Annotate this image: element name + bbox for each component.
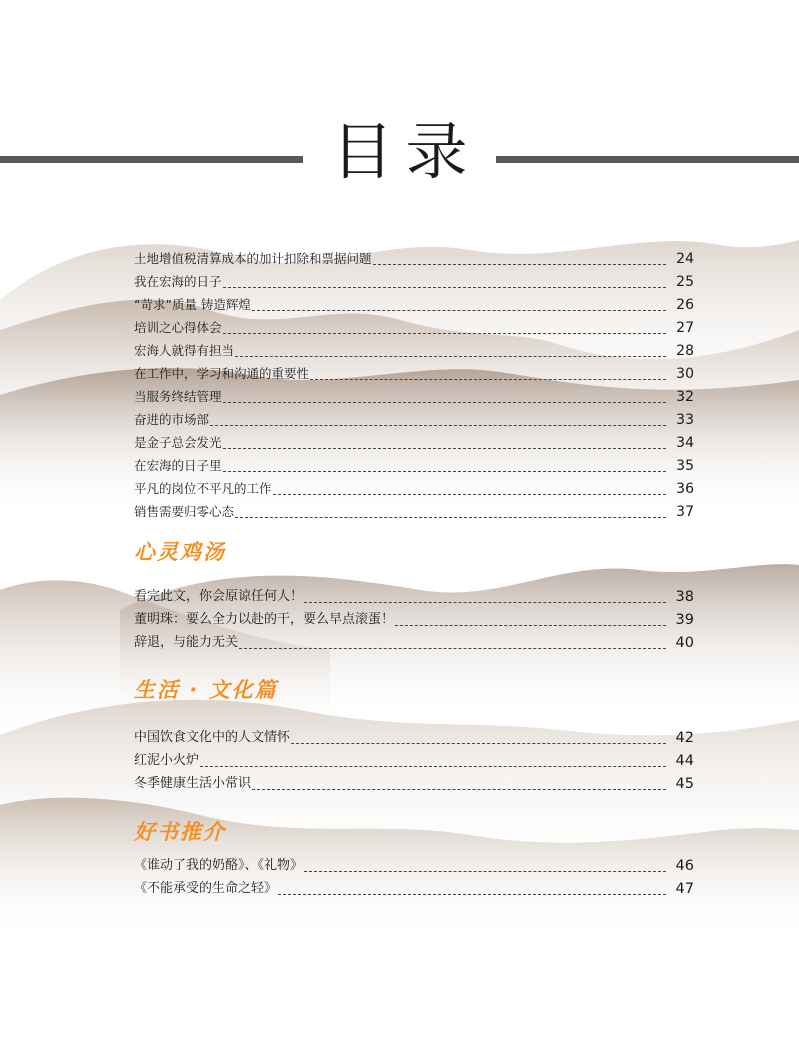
toc-entry-title: 《谁动了我的奶酪》、《礼物》 [134, 858, 304, 873]
toc-entry-title: 冬季健康生活小常识 [134, 776, 252, 791]
toc-entry-page: 32 [676, 389, 694, 405]
toc-entry-title: 宏海人就得有担当 [134, 343, 235, 358]
toc-entry[interactable] [134, 384, 694, 407]
toc-entry-title: 奋进的市场部 [134, 412, 210, 427]
toc-entry[interactable] [134, 246, 694, 269]
toc-leader [239, 648, 666, 649]
toc-entry-page: 33 [676, 412, 694, 428]
toc-leader [304, 871, 666, 872]
toc-entry-title: 在宏海的日子里 [134, 458, 222, 473]
toc-leader [273, 494, 666, 495]
toc-leader [223, 287, 666, 288]
toc-entry-page: 37 [676, 504, 694, 520]
toc-entry[interactable] [134, 630, 694, 653]
toc-entry-page: 30 [676, 366, 694, 382]
toc-entry[interactable] [134, 584, 694, 607]
toc-entry-page: 27 [676, 320, 694, 336]
toc-entry[interactable] [134, 407, 694, 430]
toc-entry-title: 是金子总会发光 [134, 435, 222, 450]
title-rule-left [0, 156, 303, 163]
toc-entry-page: 46 [675, 858, 694, 874]
section-heading-life: 生活 · 文化篇 [134, 678, 278, 702]
title-rule-right [496, 156, 799, 163]
toc-leader [210, 425, 666, 426]
toc-entry[interactable] [134, 607, 694, 630]
toc-entry-title: “苛求”质量 铸造辉煌 [134, 297, 251, 312]
toc-entry[interactable] [134, 725, 694, 748]
toc-section-life [134, 725, 694, 794]
toc-entry-page: 26 [676, 297, 694, 313]
toc-entry[interactable] [134, 853, 694, 876]
toc-entry[interactable] [134, 361, 694, 384]
toc-entry-page: 39 [675, 612, 694, 628]
toc-entry-title: 《不能承受的生命之轻》 [134, 881, 278, 896]
toc-entry-title: 培训之心得体会 [134, 320, 222, 335]
toc-leader [223, 448, 666, 449]
toc-entry-page: 34 [676, 435, 694, 451]
toc-leader [223, 402, 666, 403]
toc-entry[interactable] [134, 476, 694, 499]
toc-leader [310, 379, 666, 380]
toc-entry-page: 38 [675, 589, 694, 605]
toc-entry-page: 42 [675, 730, 694, 746]
toc-entry-title: 辞退，与能力无关 [134, 635, 239, 650]
toc-entry-page: 40 [675, 635, 694, 651]
page-title: 目录 [331, 115, 480, 188]
toc-section-main [134, 246, 694, 522]
toc-leader [235, 356, 666, 357]
toc-leader [235, 517, 666, 518]
toc-entry-page: 24 [676, 251, 694, 267]
toc-leader [395, 625, 666, 626]
toc-entry-page: 44 [675, 753, 694, 769]
toc-leader [252, 789, 666, 790]
section-heading-books: 好书推介 [134, 820, 226, 844]
toc-section-books [134, 853, 694, 899]
toc-section-soul [134, 584, 694, 653]
toc-entry-title: 土地增值税清算成本的加计扣除和票据问题 [134, 251, 372, 266]
toc-entry[interactable] [134, 269, 694, 292]
toc-leader [223, 471, 666, 472]
toc-entry[interactable] [134, 876, 694, 899]
toc-entry[interactable] [134, 499, 694, 522]
toc-entry[interactable] [134, 453, 694, 476]
toc-entry-title: 红泥小火炉 [134, 753, 200, 768]
toc-leader [278, 894, 666, 895]
toc-entry-title: 平凡的岗位不平凡的工作 [134, 481, 272, 496]
toc-entry[interactable] [134, 771, 694, 794]
section-heading-soul: 心灵鸡汤 [134, 540, 226, 564]
toc-entry-page: 28 [676, 343, 694, 359]
toc-entry-page: 35 [676, 458, 694, 474]
toc-entry-page: 47 [675, 881, 694, 897]
toc-leader [223, 333, 666, 334]
toc-entry-title: 看完此文，你会原谅任何人！ [134, 589, 304, 604]
toc-entry-page: 25 [676, 274, 694, 290]
toc-entry[interactable] [134, 315, 694, 338]
toc-entry-page: 45 [675, 776, 694, 792]
toc-entry[interactable] [134, 430, 694, 453]
toc-entry[interactable] [134, 292, 694, 315]
toc-entry-page: 36 [676, 481, 694, 497]
toc-entry-title: 中国饮食文化中的人文情怀 [134, 730, 291, 745]
toc-leader [291, 743, 666, 744]
toc-leader [200, 766, 666, 767]
toc-leader [304, 602, 666, 603]
toc-leader [252, 310, 666, 311]
toc-entry[interactable] [134, 338, 694, 361]
toc-entry-title: 董明珠：要么全力以赴的干，要么早点滚蛋！ [134, 612, 395, 627]
toc-entry[interactable] [134, 748, 694, 771]
toc-entry-title: 在工作中，学习和沟通的重要性 [134, 366, 310, 381]
toc-entry-title: 当服务终结管理 [134, 389, 222, 404]
toc-leader [373, 264, 666, 265]
toc-entry-title: 销售需要归零心态 [134, 504, 235, 519]
toc-entry-title: 我在宏海的日子 [134, 274, 222, 289]
